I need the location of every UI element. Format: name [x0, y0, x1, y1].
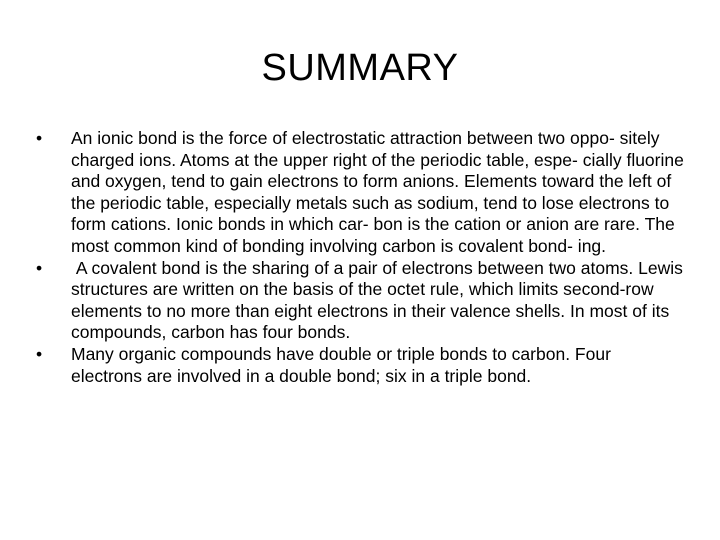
- slide-title: SUMMARY: [261, 47, 459, 89]
- bullet-marker: •: [36, 257, 43, 278]
- bullet-item-covalent-bond: [36, 258, 686, 344]
- bullet-text: Many organic compounds have double or triple bonds to carbon. Four electrons are involved in a double bond; six in a triple bond.: [71, 343, 611, 386]
- bullet-marker: •: [36, 343, 43, 364]
- bullet-list: [36, 128, 686, 387]
- bullet-marker: •: [36, 128, 43, 148]
- bullet-item-multiple-bonds: [36, 344, 686, 387]
- bullet-text: An ionic bond is the force of electrostatic attraction between two oppo- sitely charged ions. Atoms at the upper right of the periodic table, espe- cially fluorine and oxygen, tend to gain electrons to form anions. Elements toward the left of the periodic table, especially metals such as sodium, tend to lose electrons to form cations. Ionic bonds in which car- bon is the cation or anion are rare. The most common kind of bonding involving carbon is covalent bond- ing.: [71, 128, 684, 256]
- bullet-text: A covalent bond is the sharing of a pair of electrons between two atoms. Lewis structures are written on the basis of the octet rule, which limits second-row elements to no more than eight electrons in their valence shells. In most of its compounds, carbon has four bonds.: [71, 257, 688, 343]
- bullet-item-ionic-bond: [36, 128, 686, 258]
